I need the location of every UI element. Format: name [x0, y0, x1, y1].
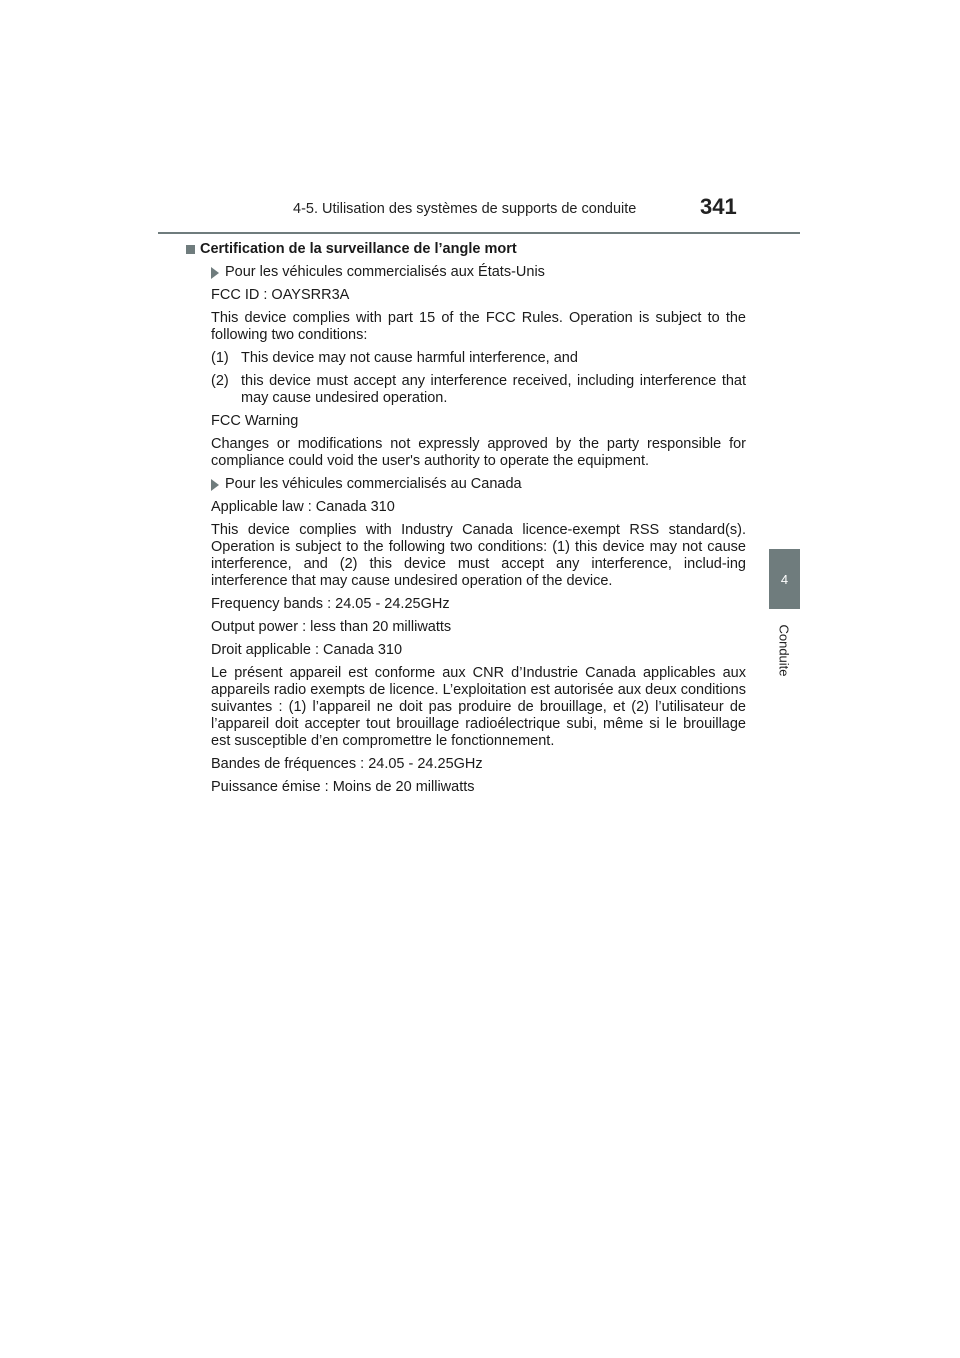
condition-text: this device must accept any interference received, including interference that may cause undesired operation.: [241, 373, 746, 406]
paragraph: Droit applicable : Canada 310: [211, 642, 403, 658]
paragraph: Output power : less than 20 milliwatts: [211, 619, 452, 635]
paragraph: This device complies with Industry Canada licence-exempt RSS standard(s). Operation is subject to the following two conditions: (1) this device may not cause interference, and (2) this device must accept any interference, includ-ing interference that may cause undesired operation of the device.: [211, 522, 746, 589]
condition-number: (2): [211, 373, 229, 389]
subheading-canada: [211, 476, 746, 493]
page-content: [200, 241, 746, 802]
page-number: 341: [700, 194, 737, 219]
chapter-label: [768, 620, 800, 680]
running-header: 4-5. Utilisation des systèmes de supports de conduite: [293, 201, 637, 217]
condition-number: (1): [211, 350, 229, 366]
condition-text: This device may not cause harmful interference, and: [241, 350, 578, 366]
paragraph: Applicable law : Canada 310: [211, 499, 395, 515]
chapter-label-text: Conduite: [776, 623, 792, 677]
chapter-tab: [769, 549, 800, 609]
fcc-warning-title: FCC Warning: [211, 413, 299, 429]
subheading-us-text: Pour les véhicules commercialisés aux États-Unis: [225, 264, 545, 280]
triangle-bullet-icon: [211, 479, 219, 491]
subheading-canada-text: Pour les véhicules commercialisés au Canada: [225, 476, 522, 492]
paragraph: Le présent appareil est conforme aux CNR d’Industrie Canada applicables aux appareils radio exempts de licence. L’exploitation est autorisée aux deux conditions suivantes : (1) l’appareil ne doit pas produire de brouillage, et (2) l’utilisateur de l’appareil doit accepter tout brouillage radioélectrique subi, même si le brouillage est susceptible d’en compromettre le fonctionnement.: [211, 665, 746, 749]
fcc-id: FCC ID : OAYSRR3A: [211, 287, 350, 303]
triangle-bullet-icon: [211, 267, 219, 279]
condition-item: [211, 350, 746, 367]
fcc-statement: This device complies with part 15 of the FCC Rules. Operation is subject to the following two conditions:: [211, 310, 746, 343]
condition-item: [211, 373, 746, 407]
chapter-number: 4: [780, 571, 789, 587]
paragraph: Puissance émise : Moins de 20 milliwatts: [211, 779, 475, 795]
section-heading: [186, 241, 721, 258]
paragraph: Frequency bands : 24.05 - 24.25GHz: [211, 596, 450, 612]
subheading-us: [211, 264, 746, 281]
header-rule: [158, 232, 800, 234]
fcc-warning-text: Changes or modifications not expressly approved by the party responsible for compliance could void the user's authority to operate the equipment.: [211, 436, 746, 469]
paragraph: Bandes de fréquences : 24.05 - 24.25GHz: [211, 756, 483, 772]
section-heading-text: Certification de la surveillance de l’angle mort: [200, 241, 517, 257]
square-bullet-icon: [186, 245, 195, 254]
